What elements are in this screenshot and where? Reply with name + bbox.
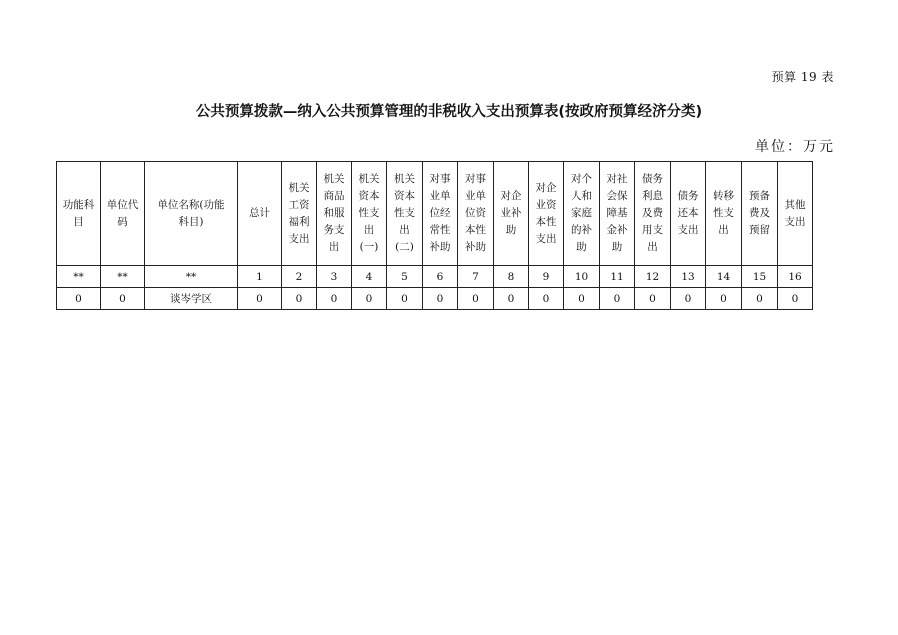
data-cell: 0 [387, 288, 423, 310]
index-row [57, 266, 813, 288]
unit-label: 单位：万元 [755, 139, 835, 155]
header-cell-debt-interest: 债务利息及费用支出 [635, 162, 671, 266]
index-cell: 14 [706, 266, 742, 288]
header-cell-transfer: 转移性支出 [706, 162, 742, 266]
data-cell: 0 [742, 288, 778, 310]
index-cell: 4 [352, 266, 387, 288]
data-cell: 0 [564, 288, 600, 310]
data-cell: 0 [101, 288, 145, 310]
header-cell-enterprise-subsidy: 对企业补助 [494, 162, 529, 266]
header-cell-unit-name: 单位名称(功能科目) [145, 162, 238, 266]
table-row [57, 288, 813, 310]
index-cell: 16 [778, 266, 813, 288]
index-cell: 5 [387, 266, 423, 288]
index-cell: ** [57, 266, 101, 288]
index-cell: 2 [282, 266, 317, 288]
data-cell: 0 [238, 288, 282, 310]
header-cell-enterprise-capital: 对企业资本性支出 [529, 162, 564, 266]
data-cell: 0 [706, 288, 742, 310]
data-cell: 谈岑学区 [145, 288, 238, 310]
index-cell: 3 [317, 266, 352, 288]
data-cell: 0 [57, 288, 101, 310]
data-cell: 0 [671, 288, 706, 310]
data-cell: 0 [600, 288, 635, 310]
table-number: 预算 19 表 [771, 70, 834, 84]
data-cell: 0 [635, 288, 671, 310]
header-cell-debt-principal: 债务还本支出 [671, 162, 706, 266]
header-cell-institution-recurrent: 对事业单位经常性补助 [423, 162, 458, 266]
header-cell-salary-welfare: 机关工资福利支出 [282, 162, 317, 266]
header-cell-capital-2: 机关资本性支出(二) [387, 162, 423, 266]
header-cell-household-subsidy: 对个人和家庭的补助 [564, 162, 600, 266]
data-cell: 0 [282, 288, 317, 310]
index-cell: 1 [238, 266, 282, 288]
data-cell: 0 [458, 288, 494, 310]
header-row [57, 162, 813, 266]
header-cell-goods-services: 机关商品和服务支出 [317, 162, 352, 266]
index-cell: 9 [529, 266, 564, 288]
index-cell: 12 [635, 266, 671, 288]
index-cell: ** [101, 266, 145, 288]
document-title: 公共预算拨款—纳入公共预算管理的非税收入支出预算表(按政府预算经济分类) [195, 104, 703, 120]
data-cell: 0 [529, 288, 564, 310]
header-cell-unit-code: 单位代码 [101, 162, 145, 266]
data-cell: 0 [423, 288, 458, 310]
header-cell-capital-1: 机关资本性支出(一) [352, 162, 387, 266]
index-cell: ** [145, 266, 238, 288]
data-cell: 0 [352, 288, 387, 310]
budget-table [56, 161, 813, 310]
header-cell-function-subject: 功能科目 [57, 162, 101, 266]
header-cell-other: 其他支出 [778, 162, 813, 266]
header-cell-institution-capital: 对事业单位资本性补助 [458, 162, 494, 266]
header-cell-social-security: 对社会保障基金补助 [600, 162, 635, 266]
data-cell: 0 [494, 288, 529, 310]
header-cell-total: 总计 [238, 162, 282, 266]
index-cell: 6 [423, 266, 458, 288]
data-cell: 0 [317, 288, 352, 310]
index-cell: 8 [494, 266, 529, 288]
index-cell: 13 [671, 266, 706, 288]
data-cell: 0 [778, 288, 813, 310]
index-cell: 7 [458, 266, 494, 288]
index-cell: 15 [742, 266, 778, 288]
index-cell: 11 [600, 266, 635, 288]
header-cell-reserve: 预备费及预留 [742, 162, 778, 266]
index-cell: 10 [564, 266, 600, 288]
